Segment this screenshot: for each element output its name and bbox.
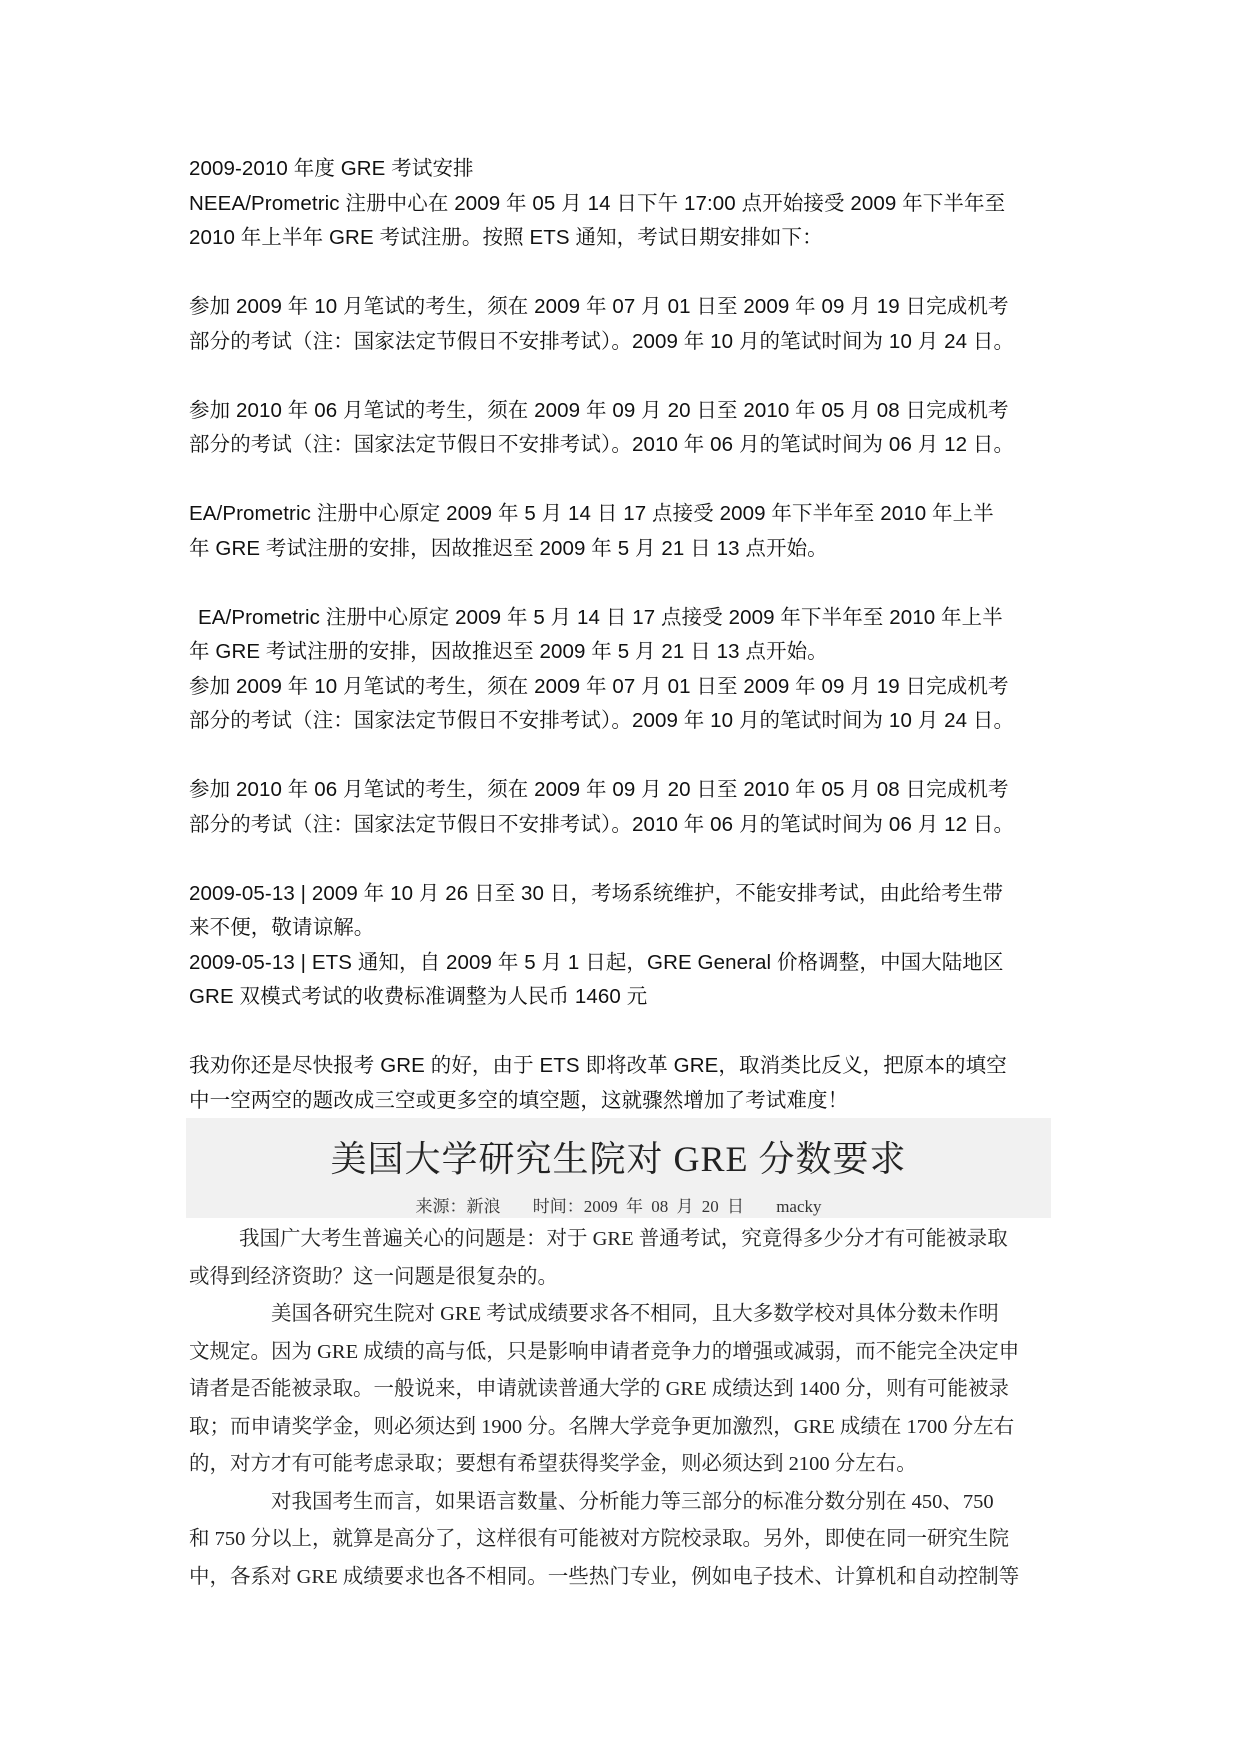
- news-line: GRE 双模式考试的收费标准调整为人民币 1460 元: [189, 985, 648, 1008]
- exam-schedule-section: [189, 152, 1079, 1118]
- paragraph-line: EA/Prometric 注册中心原定 2009 年 5 月 14 日 17 点接受 2009 年下半年至 2010 年上半: [198, 605, 1003, 629]
- article-author: macky: [776, 1197, 822, 1216]
- intro-line: NEEA/Prometric 注册中心在 2009 年 05 月 14 日下午 17:00 点开始接受 2009 年下半年至: [189, 191, 1006, 215]
- article-line: 和 750 分以上，就算是高分了，这样很有可能被对方院校录取。另外，即使在同一研究生院: [189, 1528, 1009, 1550]
- news-line: 2009-05-13 | 2009 年 10 月 26 日至 30 日，考场系统维护，不能安排考试，由此给考生带: [189, 881, 1004, 905]
- document-page: [189, 152, 1079, 1596]
- article-line: 的，对方才有可能考虑录取；要想有希望获得奖学金，则必须达到 2100 分左右。: [189, 1453, 917, 1475]
- intro-line: 2010 年上半年 GRE 考试注册。按照 ETS 通知，考试日期安排如下：: [189, 226, 823, 249]
- news-line: 2009-05-13 | ETS 通知，自 2009 年 5 月 1 日起，GRE General 价格调整，中国大陆地区: [189, 950, 1004, 974]
- paragraph-line: 参加 2010 年 06 月笔试的考生，须在 2009 年 09 月 20 日至 2010 年 05 月 08 日完成机考: [189, 398, 1009, 422]
- section-title: 2009-2010 年度 GRE 考试安排: [189, 157, 474, 180]
- paragraph-line: 部分的考试（注：国家法定节假日不安排考试）。2009 年 10 月的笔试时间为 10 月 24 日。: [189, 709, 1015, 732]
- paragraph-line: 参加 2010 年 06 月笔试的考生，须在 2009 年 09 月 20 日至 2010 年 05 月 08 日完成机考: [189, 778, 1009, 801]
- article-line: 我国广大考生普遍关心的问题是：对于 GRE 普通考试，究竟得多少分才有可能被录取: [239, 1228, 1008, 1250]
- article-line: 美国各研究生院对 GRE 考试成绩要求各不相同，且大多数学校对具体分数未作明: [271, 1303, 999, 1325]
- article-line: 中，各系对 GRE 成绩要求也各不相同。一些热门专业，例如电子技术、计算机和自动控制等: [189, 1565, 1020, 1588]
- news-line: 来不便，敬请谅解。: [189, 916, 375, 939]
- article-time: 时间：2009 年 08 月 20 日: [532, 1197, 744, 1216]
- paragraph-line: 年 GRE 考试注册的安排，因故推迟至 2009 年 5 月 21 日 13 点开始。: [189, 536, 828, 560]
- article-source: 来源：新浪: [415, 1197, 501, 1216]
- article-title: 美国大学研究生院对 GRE 分数要求: [330, 1139, 907, 1179]
- paragraph-line: 参加 2009 年 10 月笔试的考生，须在 2009 年 07 月 01 日至 2009 年 09 月 19 日完成机考: [189, 295, 1009, 318]
- advice-line: 我劝你还是尽快报考 GRE 的好，由于 ETS 即将改革 GRE，取消类比反义，把原本的填空: [189, 1054, 1007, 1077]
- article-line: 或得到经济资助？这一问题是很复杂的。: [189, 1265, 558, 1288]
- article-meta: [186, 1192, 1051, 1217]
- article-header: [186, 1118, 1051, 1218]
- article-body: [189, 1221, 1079, 1596]
- article-line: 取；而申请奖学金，则必须达到 1900 分。名牌大学竞争更加激烈，GRE 成绩在 1700 分左右: [189, 1415, 1015, 1438]
- advice-line: 中一空两空的题改成三空或更多空的填空题，这就骤然增加了考试难度！: [189, 1088, 849, 1112]
- paragraph-line: 部分的考试（注：国家法定节假日不安排考试）。2009 年 10 月的笔试时间为 10 月 24 日。: [189, 329, 1015, 353]
- paragraph-line: 部分的考试（注：国家法定节假日不安排考试）。2010 年 06 月的笔试时间为 06 月 12 日。: [189, 812, 1015, 836]
- paragraph-line: 部分的考试（注：国家法定节假日不安排考试）。2010 年 06 月的笔试时间为 06 月 12 日。: [189, 433, 1015, 456]
- paragraph-line: 参加 2009 年 10 月笔试的考生，须在 2009 年 07 月 01 日至 2009 年 09 月 19 日完成机考: [189, 674, 1009, 698]
- paragraph-line: 年 GRE 考试注册的安排，因故推迟至 2009 年 5 月 21 日 13 点开始。: [189, 640, 828, 663]
- article-line: 对我国考生而言，如果语言数量、分析能力等三部分的标准分数分别在 450、750: [271, 1490, 994, 1513]
- article-line: 文规定。因为 GRE 成绩的高与低，只是影响申请者竞争力的增强或减弱，而不能完全决定申: [189, 1340, 1020, 1363]
- article-line: 请者是否能被录取。一般说来，申请就读普通大学的 GRE 成绩达到 1400 分，则有可能被录: [189, 1378, 1009, 1400]
- paragraph-line: EA/Prometric 注册中心原定 2009 年 5 月 14 日 17 点接受 2009 年下半年至 2010 年上半: [189, 502, 994, 525]
